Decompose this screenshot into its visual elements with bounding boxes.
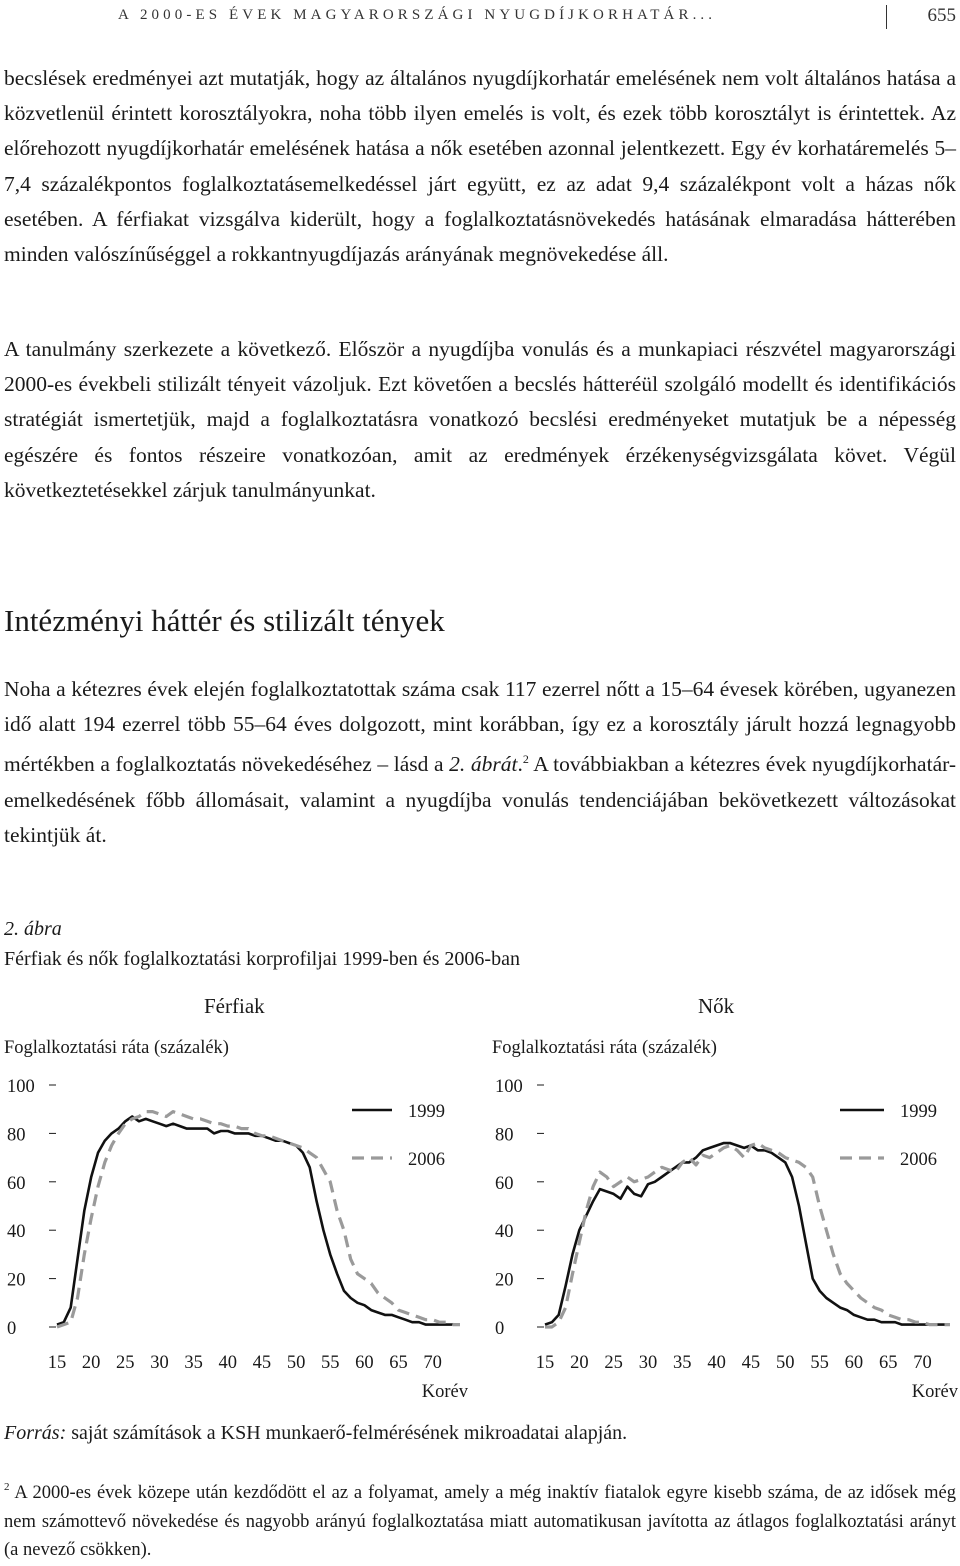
x-tick-label-15: 15 bbox=[535, 1353, 555, 1373]
x-tick-label-45: 45 bbox=[252, 1353, 272, 1373]
legend-label-1999: 1999 bbox=[900, 1102, 937, 1122]
x-tick-label-45: 45 bbox=[741, 1353, 761, 1373]
page-number: 655 bbox=[927, 5, 956, 26]
figure-reference[interactable]: 2. ábrát bbox=[449, 752, 518, 777]
series-line-2006 bbox=[545, 1143, 950, 1327]
x-tick-label-70: 70 bbox=[423, 1353, 442, 1373]
paragraph-1: becslések eredményei azt mutatják, hogy az általános nyugdíjkorhatár emelésének nem volt általános hatása a közvetlenül érintett korosztályokra, noha több ilyen emelés is volt, és ezek több korosztályt is érintettek. Az előrehozott nyugdíjkorhatár emelésének hatása a nők esetében azonnal jelentkezett. Egy év korhatáremelés 5–7,4 százalékpontos foglalkoztatásemelkedéssel járt együtt, ez az adat 9,4 százalékpont volt a házas nők esetében. A férfiakat vizsgálva kiderült, hogy a foglalkoztatásnövekedés hatásának elmaradása hátterében minden valószínűséggel a rokkantnyugdíjazás arányának megnövekedése áll. bbox=[4, 66, 956, 267]
x-tick-label-20: 20 bbox=[570, 1353, 589, 1373]
source-text: saját számítások a KSH munkaerő-felmérésének mikroadatai alapján. bbox=[66, 1422, 628, 1444]
paragraph-3-dot: . bbox=[517, 752, 523, 777]
y-tick-label-80: 80 bbox=[7, 1125, 26, 1146]
paragraph-3-part-a: Noha a kétezres évek elején foglalkoztatottak száma csak 117 ezerrel nőtt a 15–64 évesek körében, ugyanezen idő alatt 194 ezerrel több 55–64 éves dolgozott, mint korábban, így ez a korosztály járult hozzá legnagyobb mértékben a foglalkoztatás növekedéséhez – lásd a bbox=[4, 677, 956, 777]
y-tick-label-100: 100 bbox=[495, 1077, 523, 1097]
footnote-reference[interactable]: 2 bbox=[522, 752, 529, 767]
x-tick-label-30: 30 bbox=[638, 1353, 658, 1373]
x-tick-label-15: 15 bbox=[47, 1353, 67, 1373]
y-tick-label-60: 60 bbox=[7, 1173, 26, 1194]
figure-number: 2. ábra bbox=[4, 918, 62, 940]
legend-label-1999: 1999 bbox=[408, 1102, 445, 1122]
x-tick-label-55: 55 bbox=[810, 1353, 829, 1373]
y-tick-label-80: 80 bbox=[495, 1125, 514, 1146]
y-tick-label-0: 0 bbox=[495, 1319, 505, 1339]
y-tick-label-20: 20 bbox=[495, 1270, 514, 1291]
figure-source bbox=[4, 1422, 627, 1445]
x-tick-label-60: 60 bbox=[844, 1353, 864, 1373]
x-tick-label-25: 25 bbox=[116, 1353, 135, 1373]
paragraph-3-part-b: A továbbiakban a kétezres évek nyugdíjkorhatár-emelkedésének főbb állomásait, valamint a nyugdíjba vonulás tendenciájában bekövetkezett változásokat tekintjük át. bbox=[4, 752, 957, 847]
x-tick-label-20: 20 bbox=[81, 1353, 101, 1373]
y-tick-label-40: 40 bbox=[495, 1222, 514, 1243]
chart-men-ylabel: Foglalkoztatási ráta (százalék) bbox=[4, 1038, 229, 1058]
x-axis-label: Korév bbox=[421, 1382, 468, 1402]
x-tick-label-50: 50 bbox=[286, 1353, 306, 1373]
x-axis-label: Korév bbox=[911, 1382, 958, 1402]
x-tick-label-35: 35 bbox=[673, 1353, 692, 1373]
source-label: Forrás: bbox=[4, 1422, 67, 1444]
footnote-text: A 2000-es évek közepe után kezdődött el az a folyamat, amely a még inaktív fiatalok egyre kisebb száma, de az idősek még nem számottevő növekedése és nagyobb arányú foglalkoztatása miatt automatikusan javította az átlagos foglalkoztatási arányt (a nevező csökken). bbox=[4, 1483, 956, 1560]
legend-label-2006: 2006 bbox=[408, 1150, 445, 1170]
section-heading: Intézményi háttér és stilizált tények bbox=[4, 603, 445, 638]
x-tick-label-35: 35 bbox=[184, 1353, 203, 1373]
x-tick-label-60: 60 bbox=[355, 1353, 374, 1373]
footnote bbox=[4, 1473, 956, 1565]
running-title: A 2000-ES ÉVEK MAGYARORSZÁGI NYUGDÍJKORHATÁR... bbox=[118, 7, 717, 23]
x-tick-label-55: 55 bbox=[320, 1353, 340, 1373]
chart-women-title: Nők bbox=[698, 994, 735, 1018]
y-tick-label-60: 60 bbox=[495, 1173, 514, 1194]
x-tick-label-70: 70 bbox=[913, 1353, 932, 1373]
y-tick-label-20: 20 bbox=[7, 1270, 26, 1291]
y-tick-label-0: 0 bbox=[7, 1319, 17, 1339]
legend-label-2006: 2006 bbox=[900, 1150, 937, 1170]
chart-women-ylabel: Foglalkoztatási ráta (százalék) bbox=[492, 1038, 717, 1058]
figure-title: Férfiak és nők foglalkoztatási korprofiljai 1999-ben és 2006-ban bbox=[4, 948, 520, 970]
footnote-mark: 2 bbox=[4, 1481, 10, 1493]
paragraph-2: A tanulmány szerkezete a következő. Először a nyugdíjba vonulás és a munkapiaci részvétel magyarországi 2000-es évekbeli stilizált tényeit vázoljuk. Ezt követően a becslés hátteréül szolgáló modellt és identifikációs stratégiát ismertetjük, majd a foglalkoztatásra vonatkozó becslési eredményeket mutatjuk be a népesség egészére és fontos részeire vonatkozóan, amit az eredmények érzékenységvizsgálata követ. Végül következtetésekkel zárjuk tanulmányunkat. bbox=[4, 337, 956, 502]
x-tick-label-65: 65 bbox=[389, 1353, 408, 1373]
x-tick-label-25: 25 bbox=[604, 1353, 623, 1373]
x-tick-label-30: 30 bbox=[150, 1353, 169, 1373]
x-tick-label-50: 50 bbox=[776, 1353, 795, 1373]
y-tick-label-100: 100 bbox=[7, 1077, 35, 1097]
x-tick-label-65: 65 bbox=[878, 1353, 898, 1373]
y-tick-label-40: 40 bbox=[7, 1222, 26, 1243]
series-line-1999 bbox=[545, 1143, 950, 1325]
x-tick-label-40: 40 bbox=[218, 1353, 238, 1373]
x-tick-label-40: 40 bbox=[707, 1353, 726, 1373]
chart-men-title: Férfiak bbox=[204, 994, 265, 1018]
